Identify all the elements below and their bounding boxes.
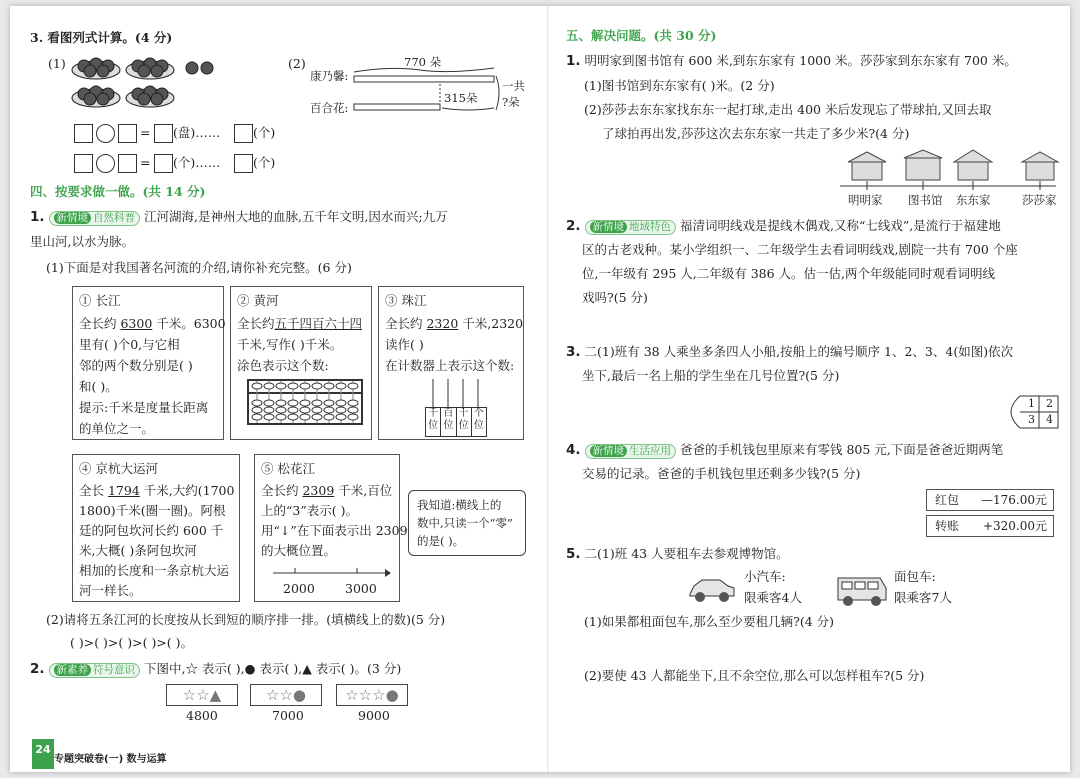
q5-5-text: 二(1)班 43 人要租车去参观博物馆。 <box>584 546 789 561</box>
q5-3-number: 3. <box>566 344 581 360</box>
answer-box[interactable] <box>118 154 137 173</box>
card-text: 在计数器上表示这个数: <box>385 358 515 373</box>
number-line[interactable] <box>273 565 391 579</box>
tip-text: 数中,只读一个“零” <box>417 516 513 530</box>
river-card-huanghe <box>230 286 372 440</box>
card-text: 的大概位置。 <box>261 543 337 558</box>
place-label: 图书馆 <box>908 193 943 207</box>
place-value-labels: 千 位 百 位 十 位 个 位 <box>425 407 487 437</box>
card-heading: ② 黄河 <box>237 293 279 308</box>
q3-part2-label: (2) <box>288 56 306 71</box>
label-baihehua: 百合花: <box>310 101 349 115</box>
seat-number: 2 <box>1046 397 1053 410</box>
section-4-title: 四、按要求做一做。(共 14 分) <box>30 184 206 199</box>
q5-1-sub1: (1)图书馆到东东家有( )米。(2 分) <box>584 78 775 93</box>
river-card-jinghang <box>72 454 240 602</box>
card-text: 全长约 6300 千米。6300 <box>79 316 226 331</box>
symbol-group-2: ☆☆● <box>250 684 322 706</box>
q5-2-text: 福清词明线戏是提线木偶戏,又称“七线戏”,是流行于福建地 <box>676 218 1001 233</box>
label-315: 315朵 <box>444 91 478 105</box>
fruit-plates-illustration <box>70 54 260 114</box>
card-heading: ⑤ 松花江 <box>261 461 315 476</box>
counter-rods-icon[interactable] <box>421 379 491 409</box>
q4-1-text-line2: 里山河,以水为脉。 <box>30 234 134 249</box>
line-segment-diagram <box>350 64 502 114</box>
symbol-group-3: ☆☆☆● <box>336 684 408 706</box>
card-text: 千米,写作( )千米。 <box>237 337 343 352</box>
q5-1-text: 明明家到图书馆有 600 米,到东东家有 1000 米。莎莎家到东东家有 700 米。 <box>584 53 1017 68</box>
seat-number: 1 <box>1028 397 1035 410</box>
tip-scroll <box>408 490 526 556</box>
card-text: 1800)千米(圈一圈)。阿根 <box>79 503 226 518</box>
scenario-tag: 新情境 自然科普 <box>49 211 141 226</box>
card-text: 相加的长度和一条京杭大运 <box>79 563 230 578</box>
river-card-zhujiang <box>378 286 524 440</box>
q4-2-text: 下图中,☆ 表示( ),● 表示( ),▲ 表示( )。(3 分) <box>140 661 402 676</box>
q5-3-text: 二(1)班有 38 人乘坐多条四人小船,按船上的编号顺序 1、2、3、4(如图)依次 <box>584 344 1014 359</box>
card-text: 上的“3”表示( )。 <box>261 503 358 518</box>
place-label: 明明家 <box>848 193 883 207</box>
answer-box[interactable] <box>118 124 137 143</box>
q3-title: 3. 看图列式计算。(4 分) <box>30 30 173 45</box>
seat-number: 3 <box>1028 413 1035 426</box>
number-line-label: 3000 <box>345 581 377 596</box>
card-text: 廷的阿包坎河长约 600 千 <box>79 523 224 538</box>
tip-text: 我知道:横线上的 <box>417 498 502 512</box>
equals-sign: = <box>140 155 151 170</box>
scenario-tag: 新情境 地域特色 <box>585 220 677 235</box>
card-text: 全长约五千四百六十四 <box>237 316 363 331</box>
number-line-label: 2000 <box>283 581 315 596</box>
q5-1-sub2: (2)莎莎去东东家找东东一起打球,走出 400 米后发现忘了带球拍,又回去取 <box>584 102 992 117</box>
answer-box[interactable] <box>74 124 93 143</box>
symbol-value: 9000 <box>358 708 390 723</box>
card-text: 邻的两个数分别是( ) <box>79 358 193 373</box>
q4-2-number: 2. <box>30 661 45 677</box>
answer-box[interactable] <box>154 124 173 143</box>
tip-text: 的是( )。 <box>417 534 465 548</box>
answer-box[interactable] <box>234 124 253 143</box>
q5-3-text-line2: 坐下,最后一名上船的学生坐在几号位置?(5 分) <box>582 368 840 383</box>
card-text: 里有( )个0,与它相 <box>79 337 180 352</box>
car-capacity: 限乘客4人 <box>744 590 802 605</box>
van-capacity: 限乘客7人 <box>894 590 952 605</box>
card-text: 涂色表示这个数: <box>237 358 329 373</box>
scenario-tag: 新素养 符号意识 <box>49 663 141 678</box>
label-question: ?朵 <box>502 95 520 109</box>
scenario-tag: 新情境 生活应用 <box>585 444 677 459</box>
q5-5-sub2: (2)要使 43 人都能坐下,且不余空位,那么可以怎样租车?(5 分) <box>584 668 925 683</box>
transaction-label: 红包 <box>935 493 960 507</box>
page-number: 24 <box>32 739 54 769</box>
symbol-value: 4800 <box>186 708 218 723</box>
q4-1-number: 1. <box>30 209 45 225</box>
van-label: 面包车: <box>894 569 936 584</box>
card-text: 和( )。 <box>79 379 118 394</box>
card-hint: 的单位之一。 <box>79 421 155 436</box>
answer-box[interactable] <box>74 154 93 173</box>
card-hint: 提示:千米是度量长距离 <box>79 400 209 415</box>
card-text: 全长约 2320 千米,2320 <box>385 316 524 331</box>
unit-label: (盘)…… <box>173 125 221 140</box>
unit-label: (个) <box>253 155 276 170</box>
operator-circle[interactable] <box>96 124 115 143</box>
transaction-hongbao <box>926 489 1054 511</box>
transaction-zhuanzhang <box>926 515 1054 537</box>
river-card-changjiang <box>72 286 224 440</box>
q5-1-sub2-line2: 了球拍再出发,莎莎这次去东东家一共走了多少米?(4 分) <box>602 126 910 141</box>
card-text: 读作( ) <box>385 337 424 352</box>
label-kangnaixin: 康乃馨: <box>310 69 349 83</box>
card-text: 米,大概( )条阿包坎河 <box>79 543 197 558</box>
car-label: 小汽车: <box>744 569 786 584</box>
q5-4-text-line2: 交易的记录。爸爸的手机钱包里还剩多少钱?(5 分) <box>582 466 861 481</box>
order-blanks[interactable]: ( )>( )>( )>( )>( )。 <box>70 635 194 650</box>
card-text: 河一样长。 <box>79 583 142 598</box>
card-heading: ③ 珠江 <box>385 293 427 308</box>
q4-1-text: 江河湖海,是神州大地的血脉,五千年文明,因水而兴;九万 <box>140 209 448 224</box>
label-total: 一共 <box>502 79 525 93</box>
equals-sign: = <box>140 125 151 140</box>
unit-label: (个)…… <box>173 155 221 170</box>
car-icon <box>686 576 738 604</box>
worksheet-page <box>10 6 1070 772</box>
symbol-value: 7000 <box>272 708 304 723</box>
card-text: 全长约 2309 千米,百位 <box>261 483 393 498</box>
section-5-title: 五、解决问题。(共 30 分) <box>566 28 717 43</box>
card-heading: ④ 京杭大运河 <box>79 461 158 476</box>
route-map <box>836 148 1062 194</box>
place-label: 莎莎家 <box>1022 193 1057 207</box>
card-text: 用“↓”在下面表示出 2309 <box>261 523 408 538</box>
footer-title: 专题突破卷(一) 数与运算 <box>54 754 167 765</box>
q5-2-text-line4: 戏吗?(5 分) <box>582 290 648 305</box>
q5-5-number: 5. <box>566 546 581 562</box>
van-icon <box>834 574 890 606</box>
abacus-icon[interactable] <box>247 379 363 425</box>
answer-box[interactable] <box>234 154 253 173</box>
q5-2-text-line3: 位,一年级有 295 人,二年级有 386 人。估一估,两个年级能同时观看词明线 <box>582 266 996 281</box>
river-card-songhuajiang <box>254 454 408 602</box>
transaction-label: 转账 <box>935 519 960 533</box>
operator-circle[interactable] <box>96 154 115 173</box>
label-770: 770 朵 <box>404 55 442 69</box>
place-label: 东东家 <box>956 193 991 207</box>
q4-1-sub2: (2)请将五条江河的长度按从长到短的顺序排一排。(填横线上的数)(5 分) <box>46 612 446 627</box>
page-fold <box>547 6 549 772</box>
unit-label: (个) <box>253 125 276 140</box>
q5-1-number: 1. <box>566 53 581 69</box>
q5-4-text: 爸爸的手机钱包里原来有零钱 805 元,下面是爸爸近期两笔 <box>676 442 1004 457</box>
q3-part1-label: (1) <box>48 56 66 71</box>
answer-box[interactable] <box>154 154 173 173</box>
seat-number: 4 <box>1046 413 1053 426</box>
symbol-group-1: ☆☆▲ <box>166 684 238 706</box>
card-heading: ① 长江 <box>79 293 121 308</box>
q5-2-number: 2. <box>566 218 581 234</box>
card-text: 全长 1794 千米,大约(1700 <box>79 483 235 498</box>
transaction-amount: +320.00元 <box>982 519 1047 533</box>
q5-4-number: 4. <box>566 442 581 458</box>
transaction-amount: —176.00元 <box>981 493 1047 507</box>
q5-2-text-line2: 区的古老戏种。某小学组织一、二年级学生去看词明线戏,剧院一共有 700 个座 <box>582 242 1018 257</box>
q5-5-sub1: (1)如果都租面包车,那么至少要租几辆?(4 分) <box>584 614 835 629</box>
q4-1-sub1: (1)下面是对我国著名河流的介绍,请你补充完整。(6 分) <box>46 260 352 275</box>
